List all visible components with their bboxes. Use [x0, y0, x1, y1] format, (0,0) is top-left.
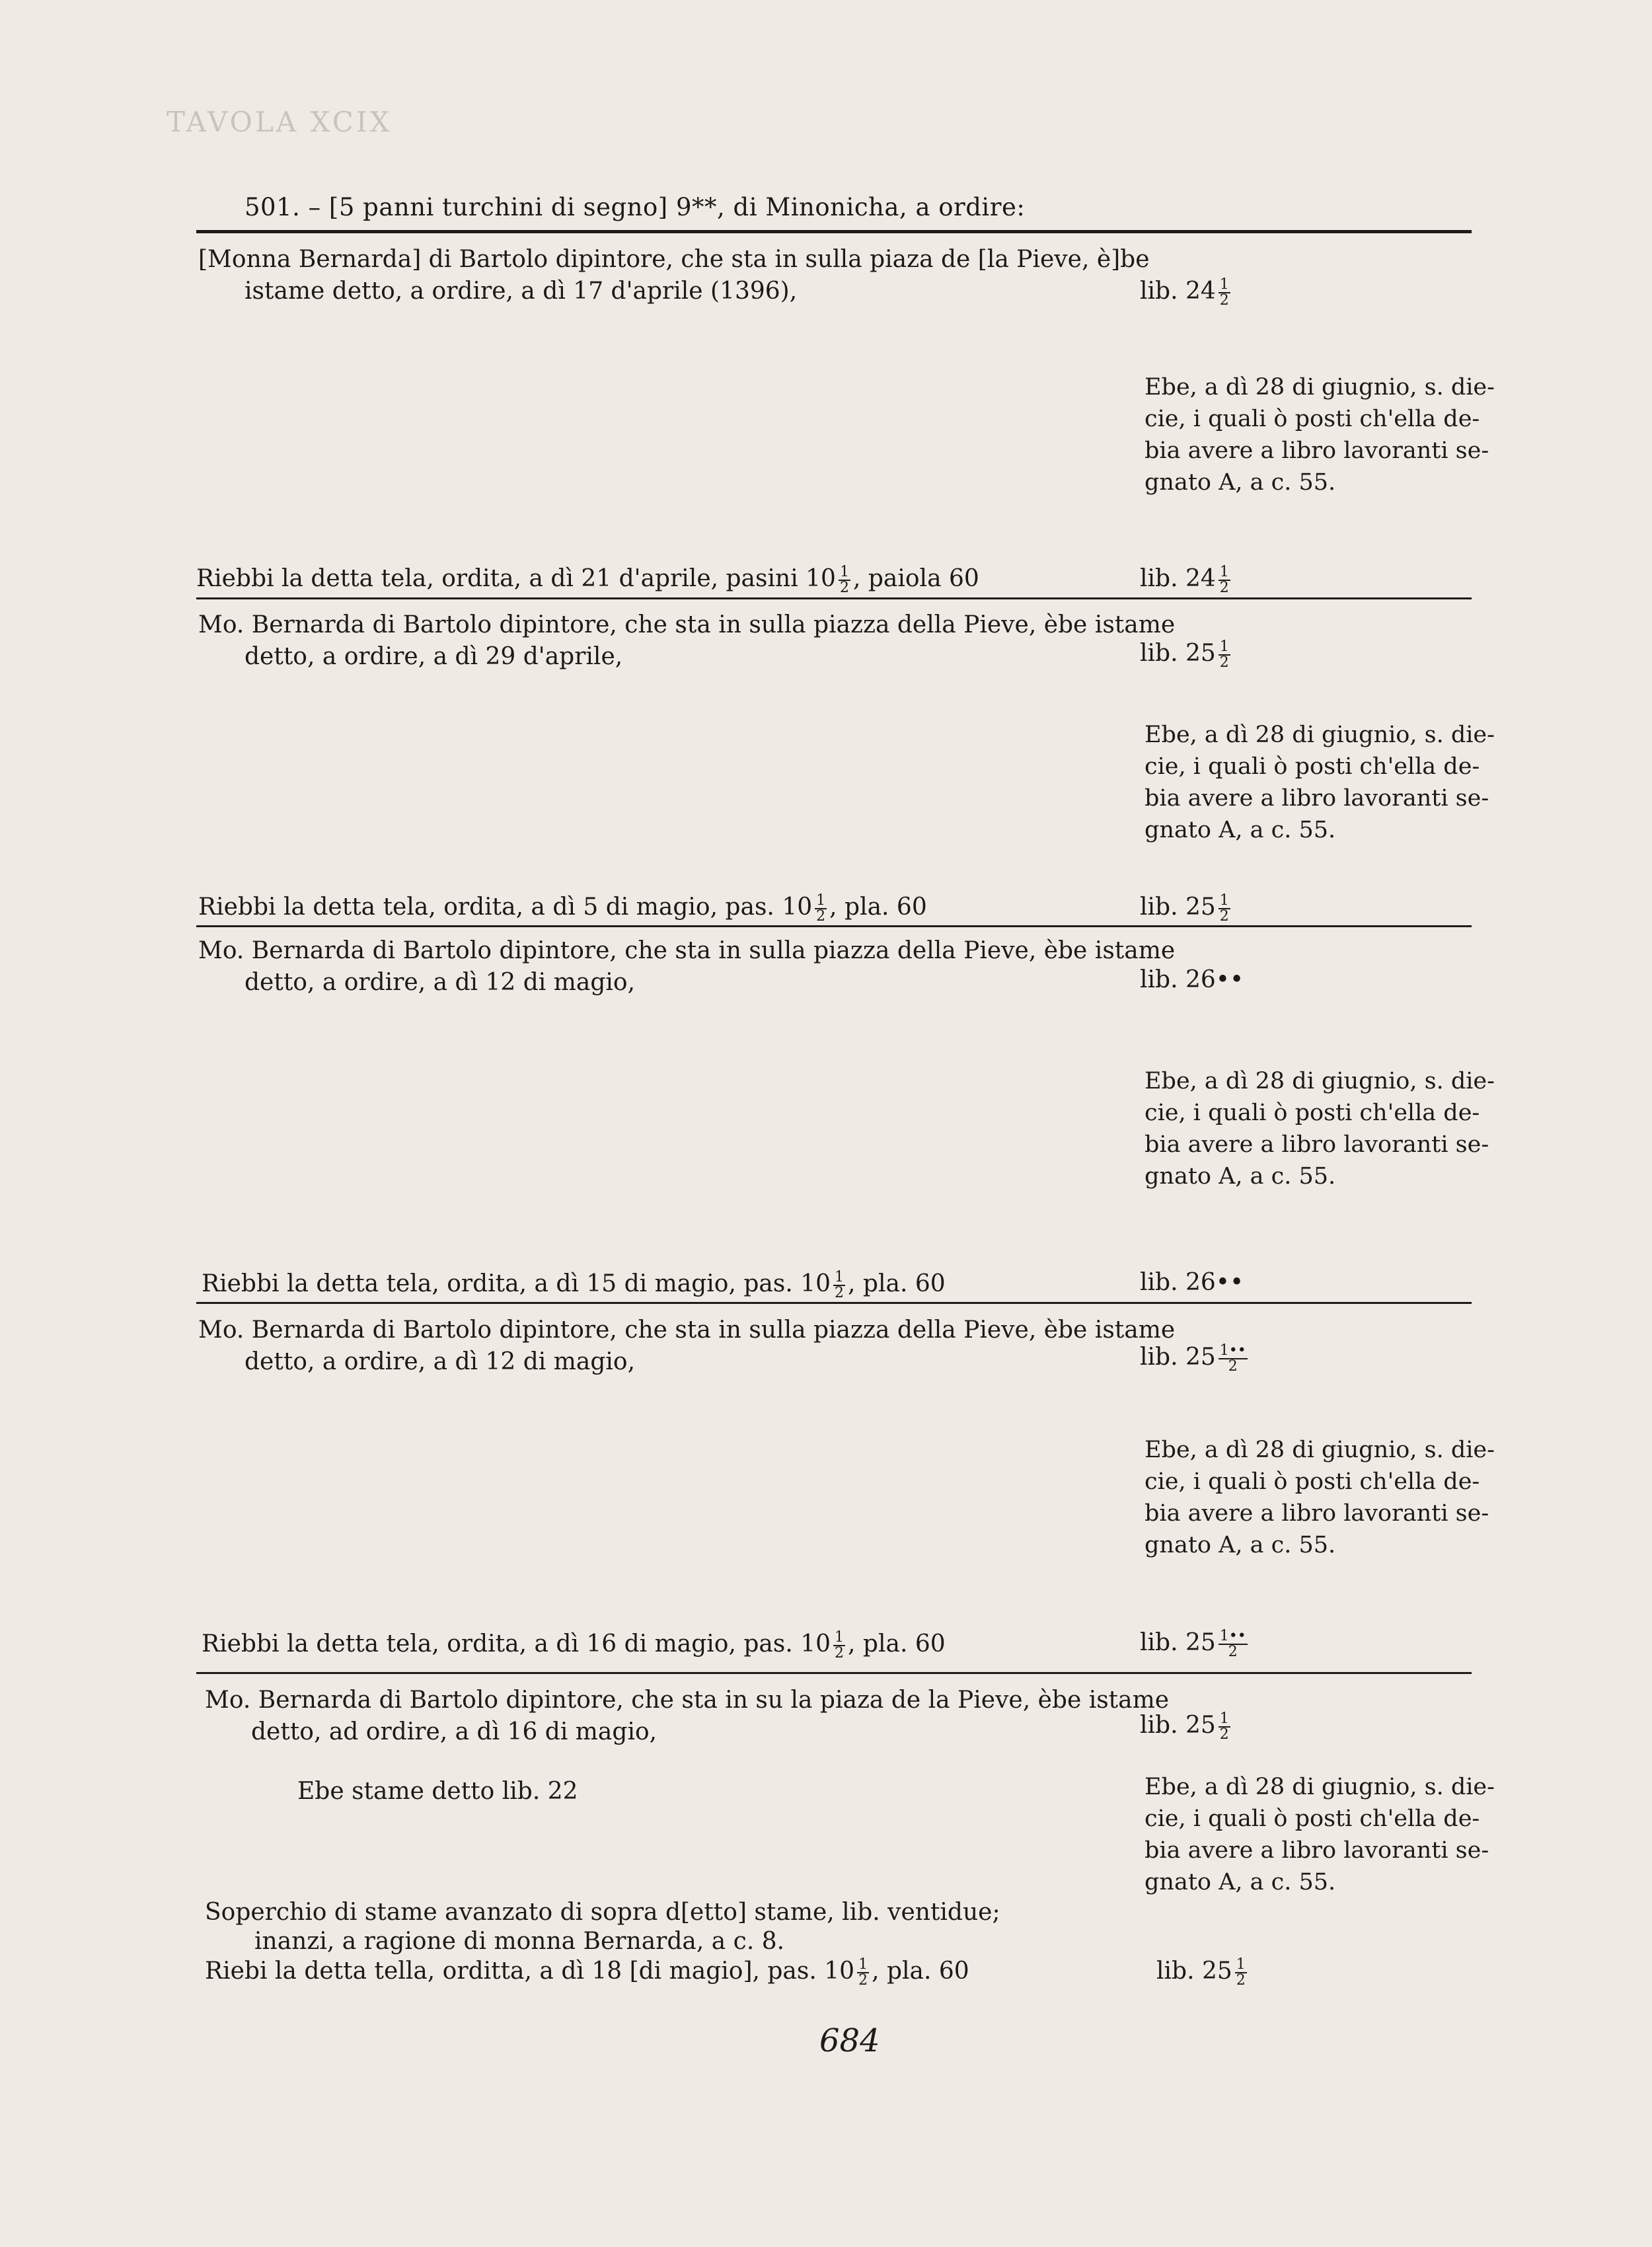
margin-note: Ebe, a dì 28 di giugnio, s. die- cie, i quali ò posti ch'ella de- bia avere a libro lavoranti se- gnato A, a c. 55.	[1145, 1437, 1495, 1558]
entry-line: Mo. Bernarda di Bartolo dipintore, che sta in su la piaza de la Pieve, èbe istame	[205, 1687, 1170, 1714]
margin-note: Ebe, a dì 28 di giugnio, s. die- cie, i quali ò posti ch'ella de- bia avere a libro lavoranti se- gnato A, a c. 55.	[1145, 722, 1495, 843]
soperchio-line: Soperchio di stame avanzato di sopra d[etto] stame, lib. ventidue;	[205, 1899, 1000, 1926]
margin-note: Ebe, a dì 28 di giugnio, s. die- cie, i quali ò posti ch'ella de- bia avere a libro lavoranti se- gnato A, a c. 55.	[1145, 1774, 1495, 1895]
entry-line: detto, a ordire, a dì 12 di magio,	[244, 969, 636, 996]
page-number: 684	[819, 2022, 880, 2059]
amount: lib. 24 $\frac{1}{2}$	[1140, 276, 1229, 309]
entry-line: istame detto, a ordire, a dì 17 d'aprile (1396),	[244, 278, 798, 305]
amount: lib. 25 $\frac{1••}{2}$	[1140, 1342, 1246, 1375]
amount: lib. 24 $\frac{1}{2}$	[1140, 564, 1229, 596]
entry-rule	[196, 1672, 1472, 1674]
entry-line: detto, a ordire, a dì 12 di magio,	[244, 1348, 636, 1375]
entry-rule	[196, 1302, 1472, 1304]
entry-line: [Monna Bernarda] di Bartolo dipintore, che sta in sulla piaza de [la Pieve, è]be	[198, 246, 1150, 273]
entry-line: detto, ad ordire, a dì 16 di magio,	[251, 1718, 657, 1745]
stame-note: Ebe stame detto lib. 22	[297, 1778, 578, 1805]
ribbi-line: Riebbi la detta tela, ordita, a dì 15 di magio, pas. 10 $\frac{1}{2}$ , pla. 60	[202, 1269, 946, 1301]
margin-note: Ebe, a dì 28 di giugnio, s. die- cie, i quali ò posti ch'ella de- bia avere a libro lavoranti se- gnato A, a c. 55.	[1145, 374, 1495, 496]
entry-line: Mo. Bernarda di Bartolo dipintore, che sta in sulla piazza della Pieve, èbe istame	[198, 1316, 1176, 1344]
amount: lib. 25 $\frac{1}{2}$	[1156, 1956, 1246, 1989]
soperchio-line: inanzi, a ragione di monna Bernarda, a c. 8.	[254, 1928, 785, 1955]
amount: lib. 25 $\frac{1••}{2}$	[1140, 1628, 1246, 1660]
amount: lib. 26••	[1140, 966, 1244, 993]
entry-line: Mo. Bernarda di Bartolo dipintore, che sta in sulla piazza della Pieve, èbe istame	[198, 611, 1176, 638]
amount: lib. 25 $\frac{1}{2}$	[1140, 892, 1229, 925]
heading-rule	[196, 230, 1472, 233]
bleed-through-title: TAVOLA XCIX	[167, 106, 393, 138]
entry-line: Mo. Bernarda di Bartolo dipintore, che sta in sulla piazza della Pieve, èbe istame	[198, 937, 1176, 964]
ribbi-line: Riebbi la detta tela, ordita, a dì 16 di magio, pas. 10 $\frac{1}{2}$ , pla. 60	[202, 1629, 946, 1661]
margin-note: Ebe, a dì 28 di giugnio, s. die- cie, i quali ò posti ch'ella de- bia avere a libro lavoranti se- gnato A, a c. 55.	[1145, 1068, 1495, 1190]
ribbi-line: Riebbi la detta tela, ordita, a dì 21 d'aprile, pasini 10 $\frac{1}{2}$ , paiola 60	[196, 564, 979, 596]
amount: lib. 26••	[1140, 1269, 1244, 1296]
amount: lib. 25 $\frac{1}{2}$	[1140, 1710, 1229, 1743]
ribbi-line: Riebi la detta tella, orditta, a dì 18 [di magio], pas. 10 $\frac{1}{2}$ , pla. 60	[205, 1956, 969, 1989]
entry-rule	[196, 597, 1472, 599]
entry-rule	[196, 925, 1472, 927]
ribbi-line: Riebbi la detta tela, ordita, a dì 5 di magio, pas. 10 $\frac{1}{2}$ , pla. 60	[198, 892, 927, 925]
entry-line: detto, a ordire, a dì 29 d'aprile,	[244, 643, 623, 670]
entry-heading: 501. – [5 panni turchini di segno] 9**, di Minonicha, a ordire:	[244, 193, 1026, 221]
amount: lib. 25 $\frac{1}{2}$	[1140, 638, 1229, 671]
